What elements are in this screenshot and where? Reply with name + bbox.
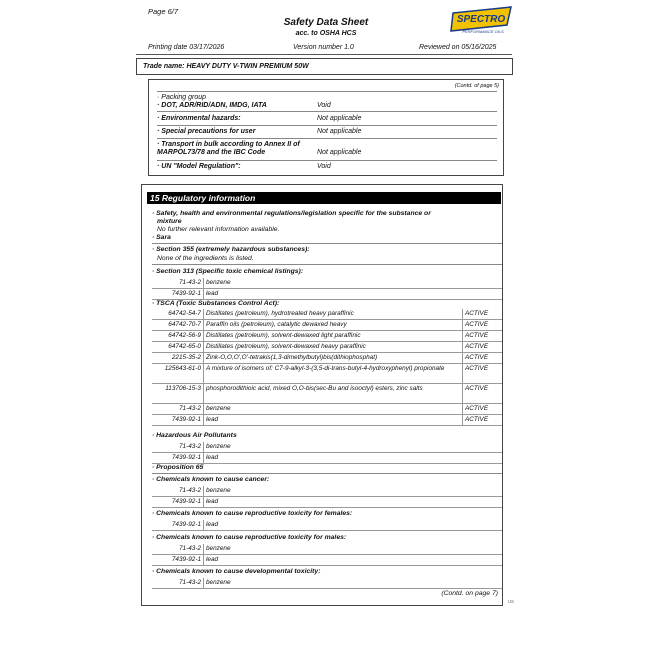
table-row bbox=[152, 364, 502, 384]
cas-number: 2215-35-2 bbox=[171, 354, 201, 361]
status: ACTIVE bbox=[465, 405, 489, 412]
table-row bbox=[152, 497, 502, 508]
status: ACTIVE bbox=[465, 332, 489, 339]
cas-number: 7439-92-1 bbox=[171, 521, 201, 528]
table-row bbox=[152, 578, 502, 589]
cas-number: 71-43-2 bbox=[178, 579, 201, 586]
tsca-table bbox=[152, 309, 502, 426]
table-row bbox=[152, 278, 502, 289]
row-value: Not applicable bbox=[317, 115, 362, 122]
chemical-name: Distillates (petroleum), hydrotreated heavy paraffinic bbox=[206, 310, 354, 317]
row-label: · Transport in bulk according to Annex II of bbox=[157, 141, 300, 148]
status: ACTIVE bbox=[465, 343, 489, 350]
chemical-name: benzene bbox=[206, 405, 231, 412]
status: ACTIVE bbox=[465, 310, 489, 317]
cas-number: 71-43-2 bbox=[178, 405, 201, 412]
chemical-name: benzene bbox=[206, 279, 231, 286]
divider bbox=[157, 138, 497, 139]
row-label: · UN "Model Regulation": bbox=[157, 163, 241, 170]
header-rule bbox=[136, 54, 512, 55]
document-title: Safety Data Sheet bbox=[283, 17, 369, 28]
chemical-name: lead bbox=[206, 556, 219, 563]
footer-code: US bbox=[507, 599, 514, 604]
status: ACTIVE bbox=[465, 321, 489, 328]
hap-heading: · Hazardous Air Pollutants bbox=[152, 432, 237, 439]
status: ACTIVE bbox=[465, 354, 489, 361]
developmental-table bbox=[152, 578, 502, 589]
section-355-heading: · Section 355 (extremely hazardous substances): bbox=[152, 246, 310, 253]
row-label: MARPOL73/78 and the IBC Code bbox=[157, 149, 266, 156]
repro-female-heading: · Chemicals known to cause reproductive toxicity for females: bbox=[152, 510, 353, 517]
divider bbox=[152, 473, 502, 474]
table-row bbox=[152, 320, 502, 331]
cas-number: 7439-92-1 bbox=[171, 290, 201, 297]
divider bbox=[157, 125, 497, 126]
cas-number: 64742-54-7 bbox=[168, 310, 201, 317]
cas-number: 125643-61-0 bbox=[164, 365, 201, 372]
prop65-heading: · Proposition 65 bbox=[152, 464, 204, 471]
table-row bbox=[152, 289, 502, 300]
table-row bbox=[152, 486, 502, 497]
status: ACTIVE bbox=[465, 385, 489, 392]
cas-number: 113706-15-3 bbox=[165, 385, 201, 392]
row-value: Void bbox=[317, 163, 331, 170]
section-355-none: None of the ingredients is listed. bbox=[157, 255, 254, 262]
status: ACTIVE bbox=[465, 416, 489, 423]
table-row bbox=[152, 544, 502, 555]
cas-number: 7439-92-1 bbox=[171, 454, 201, 461]
logo-text: SPECTRO bbox=[456, 14, 506, 25]
chemical-name: lead bbox=[206, 498, 219, 505]
cas-number: 64742-65-0 bbox=[168, 343, 201, 350]
spectro-logo bbox=[449, 5, 515, 35]
repro-female-table bbox=[152, 520, 502, 531]
divider bbox=[157, 91, 497, 92]
special-precautions-row bbox=[157, 128, 497, 136]
chemical-name: lead bbox=[206, 454, 219, 461]
tsca-heading: · TSCA (Toxic Substances Control Act): bbox=[152, 300, 280, 307]
no-info-text: No further relevant information available. bbox=[157, 226, 280, 233]
table-row bbox=[152, 555, 502, 566]
chemical-name: lead bbox=[206, 290, 219, 297]
chemical-name: A mixture of isomers of: C7-9-alkyl-3-(3,5-di-trans-butyl-4-hydroxyphenyl) propionate bbox=[206, 365, 445, 372]
row-value: Not applicable bbox=[317, 128, 362, 135]
contd-on-page: (Contd. on page 7) bbox=[441, 590, 498, 597]
regulations-heading: · Safety, health and environmental regulations/legislation specific for the substance or bbox=[152, 210, 431, 217]
row-label: · Packing group bbox=[157, 94, 207, 101]
chemical-name: benzene bbox=[206, 579, 231, 586]
chemical-name: Distillates (petroleum), solvent-dewaxed light paraffinic bbox=[206, 332, 361, 339]
repro-male-heading: · Chemicals known to cause reproductive toxicity for males: bbox=[152, 534, 347, 541]
transport-bulk-row bbox=[157, 141, 497, 157]
hap-table bbox=[152, 442, 502, 464]
chemical-name: lead bbox=[206, 416, 219, 423]
table-row bbox=[152, 415, 502, 426]
cancer-table bbox=[152, 486, 502, 508]
cas-number: 7439-92-1 bbox=[171, 498, 201, 505]
table-row bbox=[152, 404, 502, 415]
divider bbox=[157, 111, 497, 112]
un-model-regulation-row bbox=[157, 163, 497, 171]
cas-number: 71-43-2 bbox=[178, 545, 201, 552]
chemical-name: Distillates (petroleum), solvent-dewaxed heavy paraffinic bbox=[206, 343, 366, 350]
row-value: Not applicable bbox=[317, 149, 362, 156]
section-313-table bbox=[152, 278, 502, 300]
row-value: Void bbox=[317, 102, 331, 109]
cas-number: 71-43-2 bbox=[178, 279, 201, 286]
row-label: · DOT, ADR/RID/ADN, IMDG, IATA bbox=[157, 102, 267, 109]
contd-from-page: (Contd. of page 5) bbox=[454, 83, 499, 89]
section-14-box bbox=[148, 79, 504, 176]
cas-number: 71-43-2 bbox=[178, 487, 201, 494]
chemical-name: benzene bbox=[206, 487, 231, 494]
sds-page bbox=[131, 0, 519, 650]
logo-subtext: PERFORMANCE OILS bbox=[462, 29, 504, 34]
chemical-name: Paraffin oils (petroleum), catalytic dewaxed heavy bbox=[206, 321, 347, 328]
chemical-name: benzene bbox=[206, 545, 231, 552]
status: ACTIVE bbox=[465, 365, 489, 372]
cas-number: 71-43-2 bbox=[178, 443, 201, 450]
table-row bbox=[152, 353, 502, 364]
environmental-hazards-row bbox=[157, 115, 497, 123]
printing-date: Printing date 03/17/2026 bbox=[148, 44, 225, 51]
table-row bbox=[152, 520, 502, 531]
repro-male-table bbox=[152, 544, 502, 566]
cas-number: 64742-56-9 bbox=[168, 332, 201, 339]
table-row bbox=[152, 342, 502, 353]
chemical-name: benzene bbox=[206, 443, 231, 450]
table-row bbox=[152, 384, 502, 404]
section-15-box bbox=[141, 184, 514, 606]
table-row bbox=[152, 453, 502, 464]
cancer-heading: · Chemicals known to cause cancer: bbox=[152, 476, 270, 483]
row-label: · Environmental hazards: bbox=[157, 115, 241, 122]
cas-number: 7439-92-1 bbox=[171, 416, 201, 423]
divider bbox=[152, 243, 502, 244]
trade-name: Trade name: HEAVY DUTY V-TWIN PREMIUM 50W bbox=[136, 58, 513, 75]
table-row bbox=[152, 442, 502, 453]
developmental-heading: · Chemicals known to cause developmental toxicity: bbox=[152, 568, 321, 575]
chemical-name: Zink-O,O,O',O'-tetrakis(1,3-dimethylbutyl)bis(dithiophosphat) bbox=[206, 354, 378, 361]
chemical-name: lead bbox=[206, 521, 219, 528]
regulations-heading-cont: mixture bbox=[157, 218, 182, 225]
cas-number: 64742-70-7 bbox=[168, 321, 201, 328]
section-313-heading: · Section 313 (Specific toxic chemical listings): bbox=[152, 268, 304, 275]
reviewed-date: Reviewed on 05/16/2025 bbox=[419, 44, 497, 51]
divider bbox=[152, 264, 502, 265]
divider bbox=[157, 160, 497, 161]
section-15-title: 15 Regulatory information bbox=[147, 192, 501, 204]
table-row bbox=[152, 309, 502, 320]
version-number: Version number 1.0 bbox=[293, 44, 354, 51]
sara-heading: · Sara bbox=[152, 234, 171, 241]
table-row bbox=[152, 331, 502, 342]
cas-number: 7439-92-1 bbox=[171, 556, 201, 563]
row-label: · Special precautions for user bbox=[157, 128, 256, 135]
packing-group-row bbox=[157, 94, 497, 110]
page-number: Page 6/7 bbox=[148, 7, 179, 16]
document-subtitle: acc. to OSHA HCS bbox=[295, 30, 357, 37]
chemical-name: phosphorodithioic acid, mixed O,O-bis(sec-Bu and isooctyl) esters, zinc salts bbox=[206, 385, 423, 392]
